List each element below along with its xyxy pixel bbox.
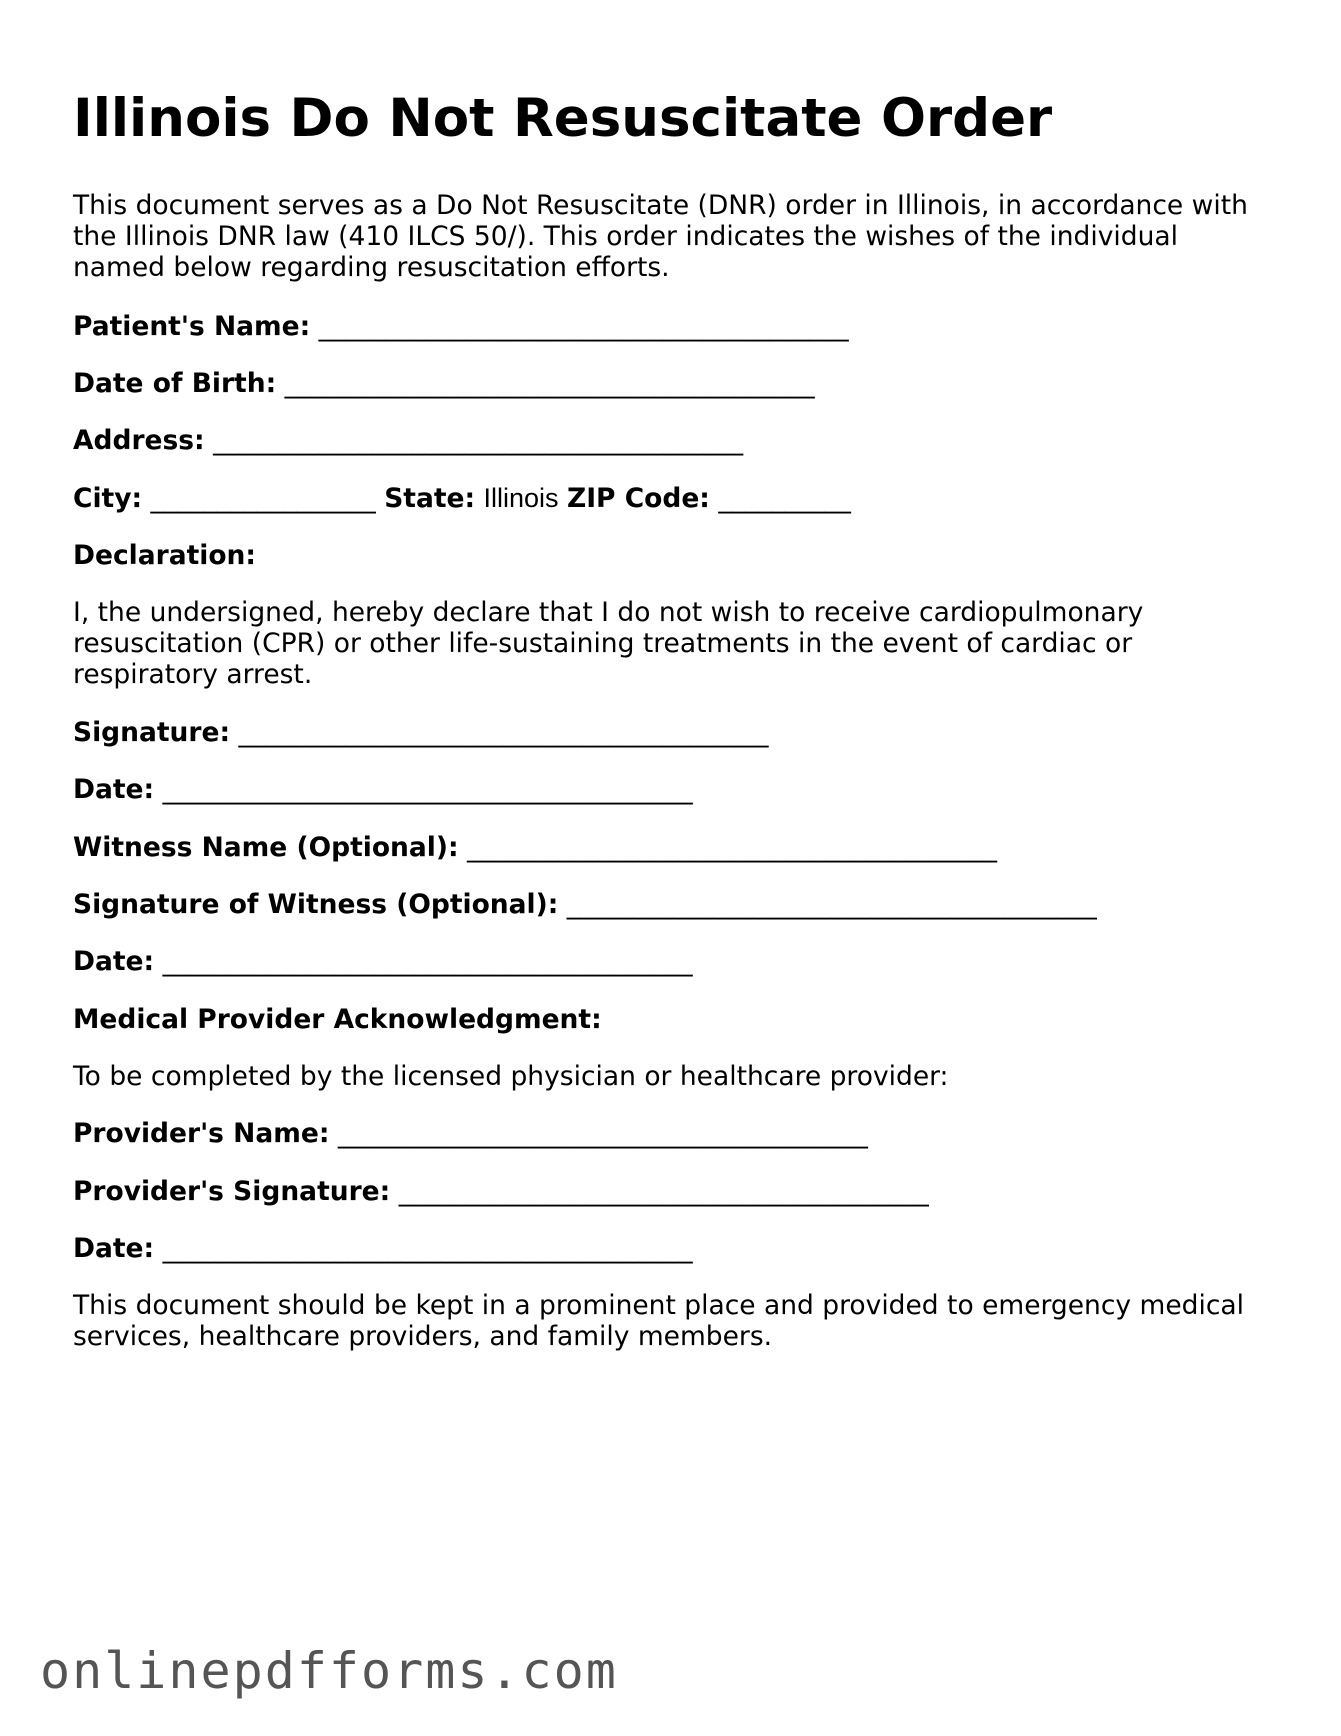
state-value: Illinois [483, 483, 559, 513]
witness-date-field[interactable] [73, 946, 693, 977]
witness-signature-field[interactable] [73, 889, 1097, 920]
city-state-zip-row [73, 483, 851, 514]
patient-name-field[interactable] [73, 311, 849, 342]
signature-label: Signature: [73, 717, 231, 748]
date-blank[interactable]: ________________________________________ [162, 774, 693, 805]
provider-signature-label: Provider's Signature: [73, 1176, 391, 1207]
witness-name-blank[interactable]: ________________________________________ [467, 832, 998, 863]
address-field[interactable] [73, 425, 743, 456]
signature-blank[interactable]: ________________________________________ [238, 717, 769, 748]
dob-blank[interactable]: ________________________________________ [284, 368, 815, 399]
date-field[interactable] [73, 774, 693, 805]
signature-field[interactable] [73, 717, 769, 748]
provider-instruction: To be completed by the licensed physician or healthcare provider: [73, 1061, 949, 1092]
patient-name-label: Patient's Name: [73, 311, 311, 342]
patient-name-blank[interactable]: ________________________________________ [318, 311, 849, 342]
provider-signature-blank[interactable]: ________________________________________ [398, 1176, 929, 1207]
witness-name-label: Witness Name (Optional): [73, 832, 459, 863]
provider-name-blank[interactable]: ________________________________________ [337, 1118, 868, 1149]
provider-date-field[interactable] [73, 1233, 693, 1264]
provider-signature-field[interactable] [73, 1176, 929, 1207]
city-label: City: [73, 483, 143, 514]
state-label: State: [384, 483, 476, 514]
address-label: Address: [73, 425, 205, 456]
witness-signature-blank[interactable]: ________________________________________ [566, 889, 1097, 920]
zip-blank[interactable]: __________ [718, 483, 851, 514]
document-title: Illinois Do Not Resuscitate Order [73, 88, 1053, 149]
provider-name-field[interactable] [73, 1118, 868, 1149]
dob-label: Date of Birth: [73, 368, 277, 399]
declaration-text: I, the undersigned, hereby declare that I do not wish to receive cardiopulmonary resuscitation (CPR) or other life-sustaining treatments in the event of cardiac or respiratory arrest. [73, 597, 1144, 690]
date-label: Date: [73, 774, 155, 805]
provider-heading: Medical Provider Acknowledgment: [73, 1004, 602, 1035]
footer-note: This document should be kept in a prominent place and provided to emergency medical services, healthcare providers, and family members. [73, 1290, 1244, 1352]
dob-field[interactable] [73, 368, 815, 399]
declaration-heading: Declaration: [73, 540, 257, 571]
provider-date-blank[interactable]: ________________________________________ [162, 1233, 693, 1264]
witness-name-field[interactable] [73, 832, 997, 863]
provider-date-label: Date: [73, 1233, 155, 1264]
city-blank[interactable]: _________________ [150, 483, 376, 514]
witness-date-label: Date: [73, 946, 155, 977]
witness-signature-label: Signature of Witness (Optional): [73, 889, 559, 920]
address-blank[interactable]: ________________________________________ [213, 425, 744, 456]
witness-date-blank[interactable]: ________________________________________ [162, 946, 693, 977]
intro-paragraph: This document serves as a Do Not Resuscitate (DNR) order in Illinois, in accordance with the Illinois DNR law (410 ILCS 50/). This order indicates the wishes of the individual named below regarding resuscitation efforts. [73, 190, 1248, 283]
provider-name-label: Provider's Name: [73, 1118, 330, 1149]
zip-label: ZIP Code: [566, 483, 710, 514]
watermark: onlinepdfforms.com [40, 1642, 618, 1700]
